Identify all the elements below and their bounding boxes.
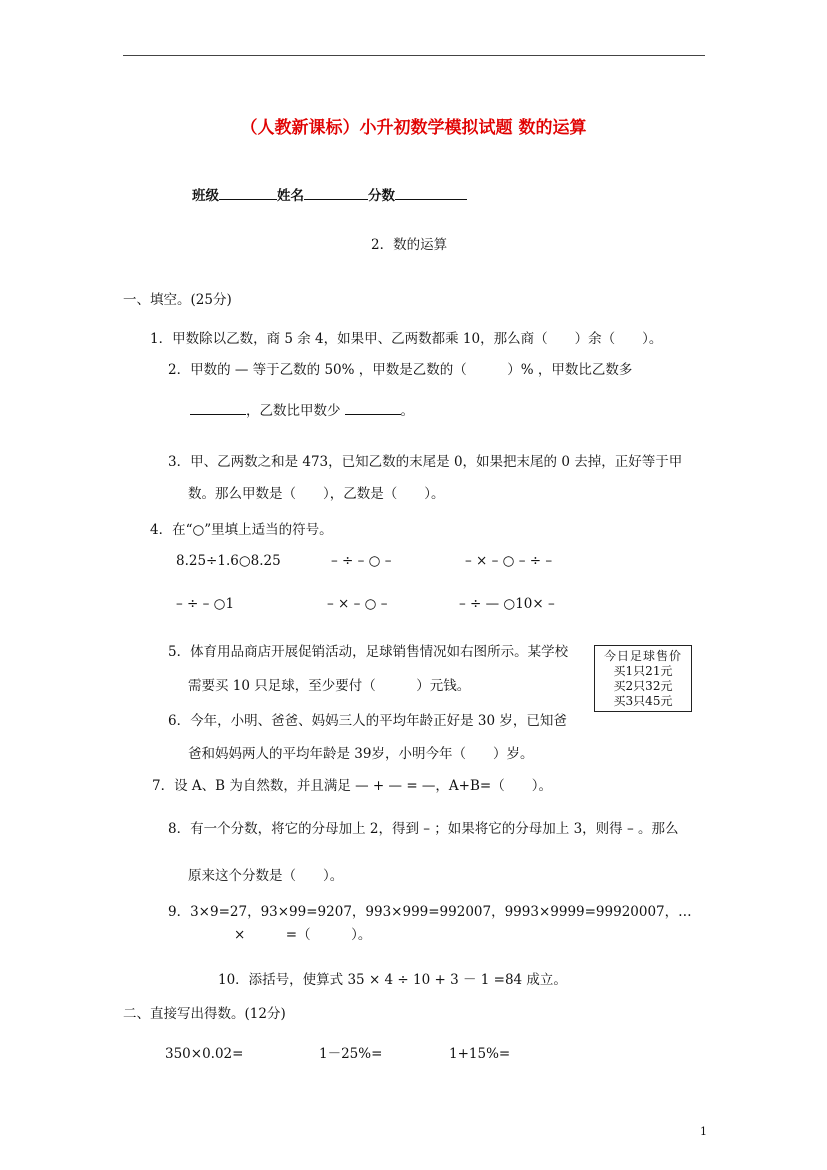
question-3-line2: 数。那么甲数是（ ），乙数是（ ）。 <box>188 486 445 502</box>
class-label: 班级 <box>192 188 219 204</box>
question-9-line2: × =（ ）。 <box>234 927 372 943</box>
q4-row2-item1: – ÷ – ○1 <box>176 596 235 612</box>
calc-item-1: 350×0.02= <box>165 1046 244 1062</box>
price-sign-title: 今日足球售价 <box>603 649 682 663</box>
question-5-line2: 需要买 10 只足球，至少要付（ ）元钱。 <box>188 678 471 694</box>
price-line-1: 买1只21元 <box>613 664 673 678</box>
class-blank[interactable] <box>219 186 277 200</box>
score-blank[interactable] <box>395 186 467 200</box>
price-line-2: 买2只32元 <box>613 679 673 693</box>
question-8-line1: 8．有一个分数，将它的分母加上 2，得到 – ；如果将它的分母加上 3，则得 – 。那么 <box>168 821 679 837</box>
question-6-line1: 6．今年，小明、爸爸、妈妈三人的平均年龄正好是 30 岁，已知爸 <box>168 713 567 729</box>
q4-row2-item2: – × – ○ – <box>327 596 388 612</box>
question-4: 4．在“○”里填上适当的符号。 <box>150 522 333 538</box>
calc-item-2: 1－25%= <box>319 1046 383 1062</box>
page-title: （人教新课标）小升初数学模拟试题 数的运算 <box>240 118 587 138</box>
question-8-line2: 原来这个分数是（ ）。 <box>188 868 344 884</box>
price-line-3: 买3只45元 <box>613 694 673 708</box>
question-5-line1: 5．体育用品商店开展促销活动，足球销售情况如右图所示。某学校 <box>168 644 569 660</box>
header-rule <box>123 55 705 56</box>
section2-heading: 二、直接写出得数。(12分) <box>123 1006 286 1022</box>
q4-row2-item3: – ÷ — ○10× – <box>459 596 555 612</box>
section-subtitle: 2．数的运算 <box>371 237 448 253</box>
question-2-line1: 2．甲数的 — 等于乙数的 50% ，甲数是乙数的（ ）% ，甲数比乙数多 <box>168 362 633 378</box>
name-blank[interactable] <box>304 186 368 200</box>
q4-row1-item1: 8.25÷1.6○8.25 <box>176 553 281 569</box>
question-1: 1．甲数除以乙数，商 5 余 4，如果甲、乙两数都乘 10，那么商（ ）余（ ）。 <box>150 331 663 347</box>
q4-row1-item3: – × – ○ – ÷ – <box>465 553 553 569</box>
question-7: 7．设 A、B 为自然数，并且满足 — + — = —，A+B=（ ）。 <box>152 778 552 794</box>
question-9-line1: 9．3×9=27，93×99=9207，993×999=992007，9993×9999=99920007，… <box>168 904 692 920</box>
calc-item-3: 1+15%= <box>449 1046 511 1062</box>
question-6-line2: 爸和妈妈两人的平均年龄是 39岁，小明今年（ ）岁。 <box>188 746 534 762</box>
question-10: 10．添括号，使算式 35 × 4 ÷ 10 + 3 － 1 =84 成立。 <box>218 972 567 988</box>
q2-blank-2[interactable] <box>345 401 401 415</box>
q2-blank-1[interactable] <box>190 401 246 415</box>
q4-row1-item2: – ÷ – ○ – <box>331 553 392 569</box>
name-label: 姓名 <box>277 188 304 204</box>
student-info <box>192 186 467 205</box>
question-3-line1: 3．甲、乙两数之和是 473，已知乙数的末尾是 0，如果把末尾的 0 去掉，正好等于甲 <box>168 454 683 470</box>
price-sign <box>594 645 692 712</box>
page-number: 1 <box>700 1125 707 1138</box>
score-label: 分数 <box>368 188 395 204</box>
section1-heading: 一、填空。(25分) <box>123 292 232 308</box>
question-2-line2: ，乙数比甲数少 。 <box>190 401 414 420</box>
